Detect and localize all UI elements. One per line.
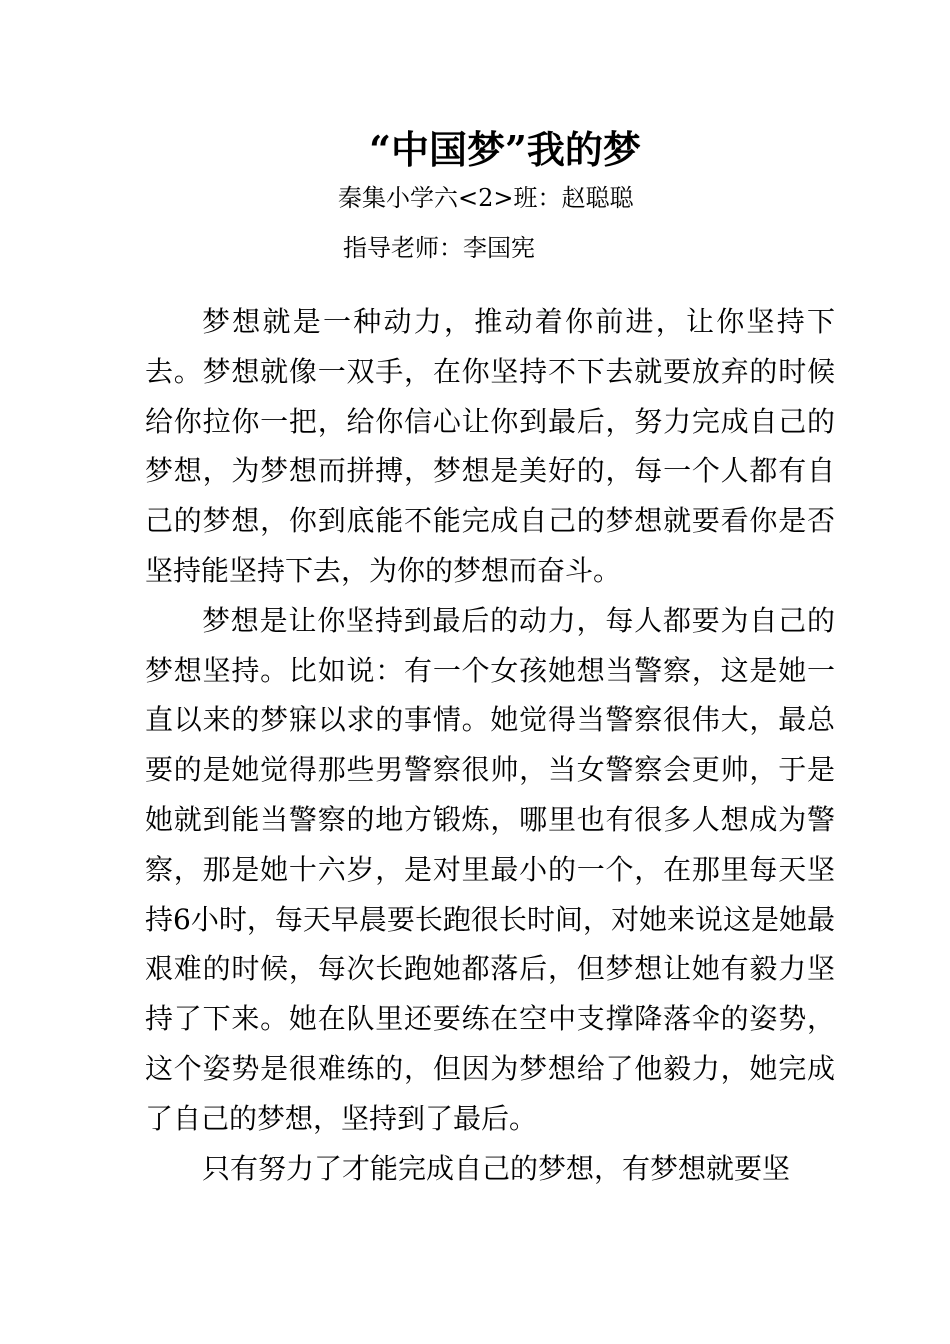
author-line: 秦集小学六<2>班：赵聪聪 [338,184,634,212]
paragraph-1: 梦想就是一种动力，推动着你前进，让你坚持下去。梦想就像一双手，在你坚持不下去就要放弃的时候给你拉你一把，给你信心让你到最后，努力完成自己的梦想，为梦想而拼搏，梦想是美好的，每一个人都有自己的梦想，你到底能不能完成自己的梦想就要看你是否坚持能坚持下去，为你的梦想而奋斗。 [145,305,835,587]
document-title: “中国梦”我的梦 [369,127,641,172]
paragraph-2: 梦想是让你坚持到最后的动力，每人都要为自己的梦想坚持。比如说：有一个女孩她想当警察，这是她一直以来的梦寐以求的事情。她觉得当警察很伟大，最总要的是她觉得那些男警察很帅，当女警察会更帅，于是她就到能当警察的地方锻炼，哪里也有很多人想成为警察，那是她十六岁，是对里最小的一个，在那里每天坚持6小时，每天早晨要长跑很长时间，对她来说这是她最艰难的时候，每次长跑她都落后，但梦想让她有毅力坚持了下来。她在队里还要练在空中支撑降落伞的姿势，这个姿势是很难练的，但因为梦想给了他毅力，她完成了自己的梦想，坚持到了最后。 [145,603,835,1135]
paragraph-3: 只有努力了才能完成自己的梦想，有梦想就要坚 [202,1151,791,1185]
essay-body [145,297,835,1193]
teacher-line: 指导老师：李国宪 [343,234,535,262]
